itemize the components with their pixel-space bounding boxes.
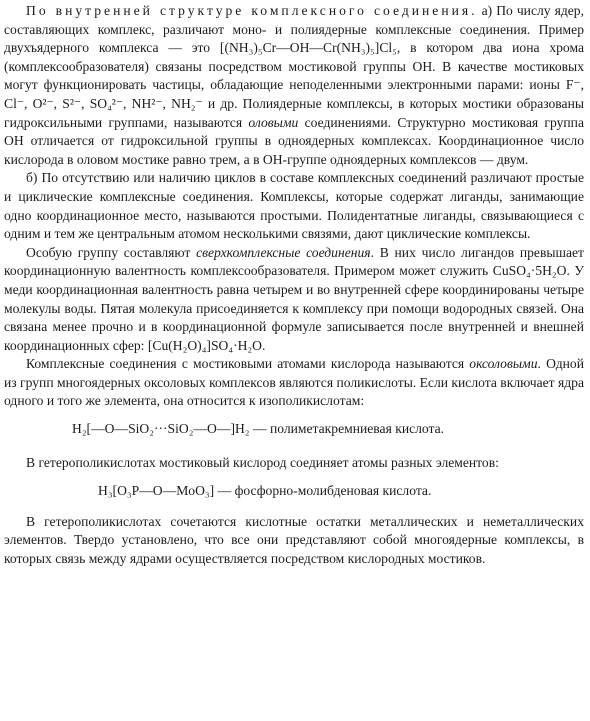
chemical-formula: [Cu(H₂O)₄]SO₄·H₂O [147,337,262,353]
chemical-formula: CuSO₄·5H₂O [492,263,567,279]
paragraph-text: и др. Полиядерные комплексы, в которых мостики образованы гидроксильными группами, называются [4,95,584,130]
paragraph-text: . У меди координационная валентность равна четырем и во внутренней сфере координированы четыре молекулы воды. Пятая молекула присоединяется к комплексу при помощи водородных связей. Она связана менее прочно и в координационной формуле записывается после внутренней и внешней координационных сфер: [4,263,584,353]
section-heading: По внутренней структуре комплексного соединения. [26,3,478,18]
ion-list: F⁻, Cl⁻, O²⁻, S²⁻, SO₄²⁻, NH²⁻, NH₂⁻ [4,77,585,111]
paragraph-text: . [261,337,266,353]
formula-expression: H₃[O₃P—O—MoO₃] [98,483,215,499]
paragraph-polynuclear [4,2,584,169]
paragraph-text: По числу ядер, составляющих комплекс, различают моно- и полиядерные комплексные соединения. Пример двухъядерного комплекса — это [4,3,584,56]
formula-polymetasilicic [4,420,584,439]
formula-description: — полиметакремниевая кислота. [252,421,445,437]
paragraph-text: . В них число лигандов превышает координационную валентность комплексообразователя. Примером может служить [4,244,584,279]
term-olovye: оловыми [248,114,299,130]
paragraph-text: Особую группу составляют [26,244,191,260]
paragraph-supercomplex [4,244,584,356]
paragraph-conclusion: В гетерополикислотах сочетаются кислотные остатки металлических и неметаллических элементов. Твердо установлено, что все они представляют собой многоядерные комплексы, в которых связь между ядрами осуществляется посредством кислородных мостиков. [4,513,584,567]
paragraph-heteropoly: В гетерополикислотах мостиковый кислород соединяет атомы разных элементов: [26,454,499,470]
chemical-formula: [(NH₃)₅Cr—OH—Cr(NH₃)₅]Cl₅ [219,40,397,56]
paragraph-cyclic: б) По отсутствию или наличию циклов в составе комплексных соединений различают простые и циклические комплексные соединения. Комплексы, которые содержат лиганды, занимающие одно координационное место, называются простыми. Полидентатные лиганды, связывающиеся с одним и тем же центральным атомом несколькими связями, дают циклические комплексы. [4,170,584,242]
paragraph-oxol [4,355,584,411]
formula-description: — фосфорно-молибденовая кислота. [217,483,432,499]
term-supercomplex: сверхкомплексные соединения [196,244,371,260]
paragraph-text: , в котором два иона хрома (комплексообразователя) связаны посредством мостиковой группы OH. В качестве мостиковых могут функционировать частицы, обладающие неподеленными электронными парами: ионы [4,40,584,93]
paragraph-text: соединениями. Структурно мостиковая группа OH отличается от гидроксильной группы в одноядерных комплексах. Координационное число кислорода в оловом мостике равно трем, а в OH-группе одноядерных комплексов — двум. [4,114,584,167]
formula-expression: H₂[—O—SiO₂···SiO₂—O—]H₂ [72,421,250,437]
paragraph-text: . Одной из групп многоядерных оксоловых комплексов являются поликислоты. Если кислота включает ядра одного и того же элемента, она относится к изополикислотам: [4,356,584,409]
term-oxol: оксоловыми [469,356,538,372]
formula-phosphomolybdic [4,482,584,501]
item-marker-a: а) [481,3,493,18]
paragraph-text: Комплексные соединения с мостиковыми атомами кислорода называются [26,356,465,372]
